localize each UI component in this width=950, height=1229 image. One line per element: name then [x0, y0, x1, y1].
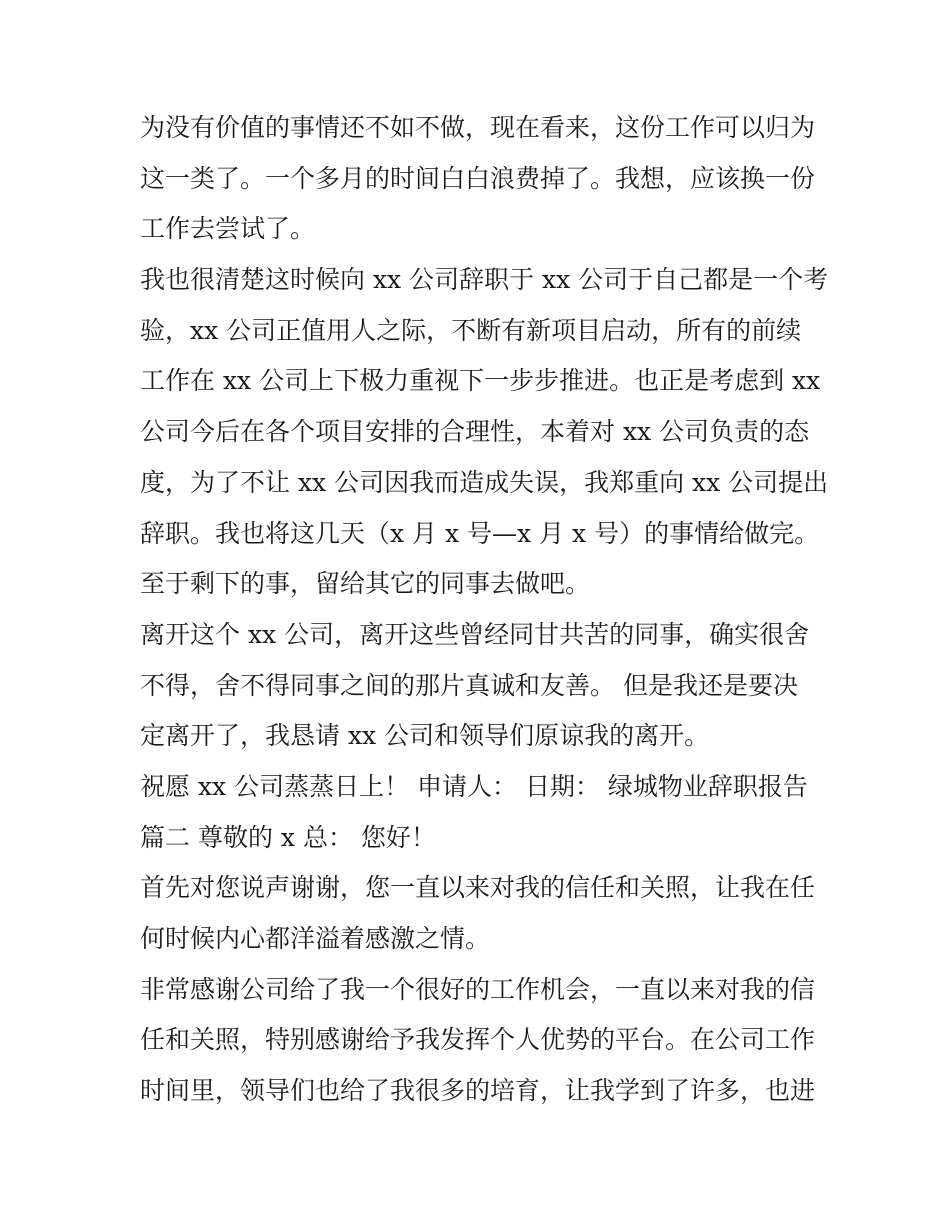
- text-line: 篇二 尊敬的 x 总： 您好！: [140, 822, 436, 852]
- text-line: 度，为了不让 xx 公司因我而造成失误，我郑重向 xx 公司提出: [140, 467, 829, 497]
- text-line: 我也很清楚这时候向 xx 公司辞职于 xx 公司于自己都是一个考: [140, 265, 829, 295]
- text-line: 何时候内心都洋溢着感激之情。: [140, 924, 491, 953]
- text-line: 辞职。我也将这几天（x 月 x 号—x 月 x 号）的事情给做完。: [140, 518, 820, 548]
- document-body: [140, 103, 829, 1117]
- text-line: 时间里，领导们也给了我很多的培育，让我学到了许多，也进: [140, 1076, 816, 1106]
- text-line: 首先对您说声谢谢，您一直以来对我的信任和关照，让我在任: [140, 873, 816, 903]
- text-line: 不得，舍不得同事之间的那片真诚和友善。 但是我还是要决: [140, 670, 798, 700]
- text-line: 至于剩下的事，留给其它的同事去做吧。: [140, 569, 591, 599]
- text-line: 工作在 xx 公司上下极力重视下一步步推进。也正是考虑到 xx: [140, 366, 821, 396]
- text-line: 离开这个 xx 公司，离开这些曾经同甘共苦的同事，确实很舍: [140, 619, 810, 649]
- text-line: 为没有价值的事情还不如不做，现在看来，这份工作可以归为: [140, 113, 816, 142]
- text-line: 定离开了，我恳请 xx 公司和领导们原谅我的离开。: [140, 721, 710, 751]
- text-line: 工作去尝试了。: [140, 214, 316, 244]
- text-line: 非常感谢公司给了我一个很好的工作机会，一直以来对我的信: [140, 974, 816, 1004]
- text-line: 验，xx 公司正值用人之际，不断有新项目启动，所有的前续: [140, 315, 802, 345]
- text-line: 这一类了。一个多月的时间白白浪费掉了。我想，应该换一份: [140, 163, 816, 193]
- text-line: 公司今后在各个项目安排的合理性，本着对 xx 公司负责的态: [140, 417, 810, 447]
- text-line: 任和关照，特别感谢给予我发挥个人优势的平台。在公司工作: [140, 1025, 816, 1055]
- text-line: 祝愿 xx 公司蒸蒸日上！ 申请人： 日期： 绿城物业辞职报告: [140, 771, 808, 801]
